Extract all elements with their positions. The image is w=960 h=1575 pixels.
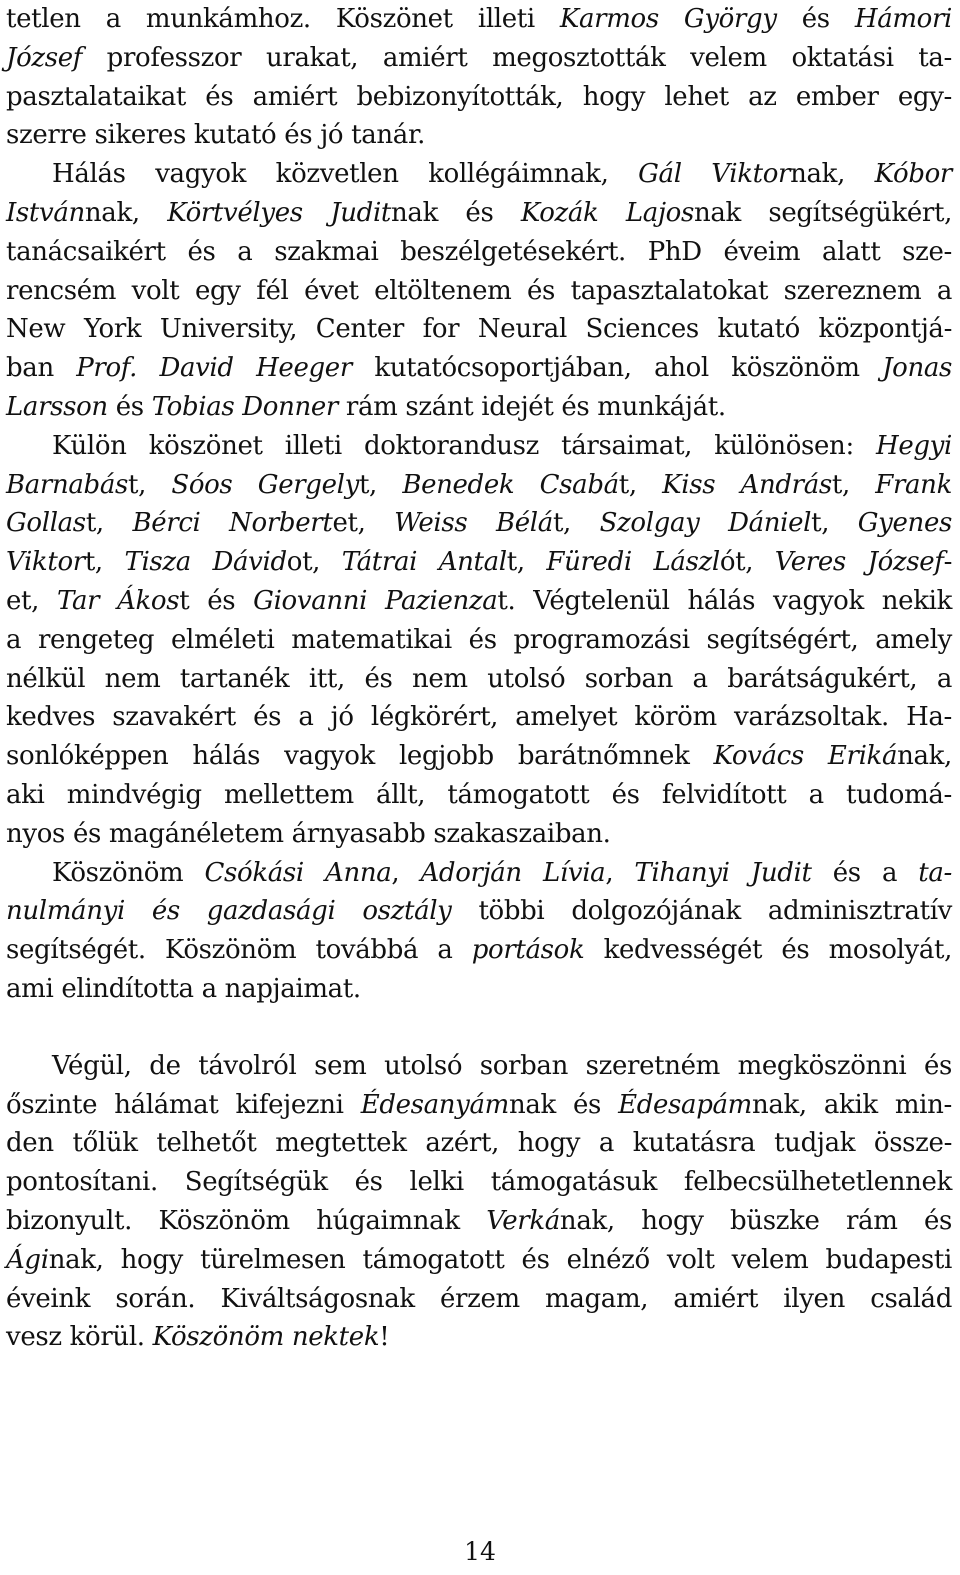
text-run: ami elindította a napjaimat. — [6, 973, 361, 1004]
italic-name: Füredi Lászl — [546, 547, 720, 578]
italic-name: Tátrai Antal — [341, 547, 507, 578]
text-run: segítségét. Köszönöm továbbá a — [6, 935, 472, 966]
text-line — [6, 0, 952, 39]
text-line — [6, 1241, 952, 1280]
italic-name: Gál Viktor — [638, 159, 791, 190]
italic-name: Sóos Gergely — [171, 469, 359, 500]
text-line — [6, 776, 952, 815]
text-run: Végül, de távolról sem utolsó sorban szeretném megköszönni és — [52, 1050, 952, 1081]
italic-name: Weiss Bélá — [394, 508, 553, 539]
italic-name: Csókási Anna — [204, 857, 392, 888]
text-run: rencsém volt egy fél évet eltöltenem és tapasztalatokat szereznem a — [6, 275, 952, 306]
text-line — [6, 698, 952, 737]
italic-name: Tobias Donner — [151, 391, 339, 422]
italic-name: nulmányi és gazdasági osztály — [6, 896, 452, 927]
text-run: sonlóképpen hálás vagyok legjobb barátnőmnek — [6, 741, 714, 772]
text-line — [6, 155, 952, 194]
italic-name: Adorján Lívia — [420, 857, 606, 888]
text-run: Köszönöm — [52, 857, 205, 888]
text-line — [6, 310, 952, 349]
text-run: den tőlük telhetőt megtettek azért, hogy a kutatásra tudjak össze- — [6, 1128, 952, 1159]
text-run: ot, — [286, 547, 342, 578]
italic-name: Benedek Csabá — [402, 469, 619, 500]
italic-name: István — [6, 197, 85, 228]
text-run: nak, — [84, 197, 168, 228]
text-line — [6, 892, 952, 931]
text-line — [6, 272, 952, 311]
text-run: és — [107, 391, 152, 422]
italic-name: Karmos György — [559, 4, 777, 34]
text-run: aki mindvégig mellettem állt, támogatott és felvidított a tudomá- — [6, 779, 952, 810]
text-line — [6, 543, 952, 582]
italic-name: ta- — [918, 857, 952, 888]
text-run: ban — [6, 353, 77, 384]
italic-name: Ági — [6, 1244, 49, 1275]
text-run: nyos és magánéletem árnyasabb szakaszaiban. — [6, 818, 611, 849]
text-run: nak, — [790, 159, 875, 190]
text-run: pontosítani. Segítségük és lelki támogatásuk felbecsülhetetlennek — [6, 1167, 952, 1198]
text-run: , — [391, 857, 421, 888]
text-run: rám szánt idejét és munkáját. — [338, 391, 726, 422]
text-run: t, — [85, 508, 133, 539]
text-line — [6, 931, 952, 970]
italic-name: Kiss András — [662, 469, 832, 500]
text-line — [6, 970, 952, 1009]
text-line — [6, 1280, 952, 1319]
text-line — [6, 78, 952, 117]
italic-name: Köszönöm nektek — [152, 1322, 380, 1353]
text-line — [6, 854, 952, 893]
italic-name: Hámori — [854, 4, 953, 34]
text-run: et, — [332, 508, 395, 539]
text-run: t. Végtelenül hálás vagyok nekik — [497, 585, 952, 616]
text-line — [6, 116, 952, 155]
italic-name: Gollas — [6, 508, 86, 539]
text-run: , — [605, 857, 635, 888]
text-line — [6, 504, 952, 543]
text-run: kedvességét és mosolyát, — [584, 935, 952, 966]
text-run: és a — [811, 857, 919, 888]
text-line — [6, 1124, 952, 1163]
page-number: 14 — [464, 1537, 496, 1566]
text-run: ! — [379, 1322, 390, 1353]
text-run: nak és — [508, 1089, 619, 1120]
text-run: tetlen a munkámhoz. Köszönet illeti — [6, 4, 560, 34]
text-line — [6, 466, 952, 505]
italic-name: Kozák Lajos — [520, 197, 694, 228]
text-line — [6, 233, 952, 272]
text-run: t, — [127, 469, 172, 500]
text-run: kutatócsoportjában, ahol köszönöm — [351, 353, 883, 384]
acknowledgements-text — [6, 0, 952, 1357]
text-run: Hálás vagyok közvetlen kollégáimnak, — [52, 159, 639, 190]
italic-name: Tihanyi Judit — [634, 857, 812, 888]
text-run: szerre sikeres kutató és jó tanár. — [6, 120, 426, 151]
text-run: nak segítségükért, — [693, 197, 952, 228]
text-line — [6, 1318, 952, 1357]
text-line — [6, 427, 952, 466]
text-line — [6, 194, 952, 233]
italic-name: Jonas — [882, 353, 952, 384]
text-run: nak, hogy büszke rám és — [559, 1205, 953, 1236]
text-run: nak, akik min- — [751, 1089, 952, 1120]
italic-name: Gyenes — [857, 508, 952, 539]
text-run: t, — [618, 469, 663, 500]
text-run: és — [776, 4, 855, 34]
text-line — [6, 621, 952, 660]
text-run: t, — [831, 469, 876, 500]
italic-name: portások — [471, 935, 585, 966]
text-line — [6, 1163, 952, 1202]
text-run: - — [943, 547, 952, 578]
italic-name: Tar Ákos — [56, 585, 180, 616]
text-run: t, — [358, 469, 403, 500]
text-line — [6, 582, 952, 621]
italic-name: József — [6, 42, 83, 73]
italic-name: Körtvélyes Judit — [167, 197, 392, 228]
paragraph-gap — [6, 1009, 952, 1047]
italic-name: Giovanni Pazienza — [253, 585, 498, 616]
text-run: ót, — [719, 547, 775, 578]
italic-name: Larsson — [6, 391, 108, 422]
text-run: nélkül nem tartanék itt, és nem utolsó sorban a barátságukért, a — [6, 663, 952, 694]
italic-name: Édesanyám — [360, 1089, 509, 1120]
italic-name: Tisza Dávid — [124, 547, 287, 578]
italic-name: Barnabás — [6, 469, 128, 500]
text-run: tanácsaikért és a szakmai beszélgetésekért. PhD éveim alatt sze- — [6, 236, 952, 267]
text-line — [6, 1202, 952, 1241]
italic-name: Prof. David Heeger — [76, 353, 352, 384]
italic-name: Kovács Eriká — [713, 741, 898, 772]
italic-name: Viktor — [6, 547, 85, 578]
italic-name: Verká — [486, 1205, 560, 1236]
text-run: nak, hogy türelmesen támogatott és elnéző volt velem budapesti — [48, 1244, 952, 1275]
text-run: t, — [84, 547, 125, 578]
text-line — [6, 388, 952, 427]
text-line — [6, 39, 952, 78]
text-line — [6, 737, 952, 776]
text-run: a rengeteg elméleti matematikai és programozási segítségért, amely — [6, 624, 952, 655]
italic-name: Kóbor — [874, 159, 952, 190]
italic-name: Frank — [875, 469, 952, 500]
text-line — [6, 1086, 952, 1125]
text-run: nak, — [897, 741, 952, 772]
italic-name: Veres József — [774, 547, 944, 578]
text-line — [6, 815, 952, 854]
text-run: t, — [811, 508, 858, 539]
text-run: őszinte hálámat kifejezni — [6, 1089, 361, 1120]
italic-name: Hegyi — [876, 430, 952, 461]
italic-name: Szolgay Dániel — [599, 508, 812, 539]
text-run: bizonyult. Köszönöm húgaimnak — [6, 1205, 487, 1236]
text-run: New York University, Center for Neural Sciences kutató központjá- — [6, 314, 952, 345]
text-run: professzor urakat, amiért megosztották velem oktatási ta- — [82, 42, 952, 73]
italic-name: Bérci Norbert — [132, 508, 333, 539]
text-run: vesz körül. — [6, 1322, 153, 1353]
text-run: éveink során. Kiváltságosnak érzem magam, amiért ilyen család — [6, 1283, 952, 1314]
text-run: többi dolgozójának adminisztratív — [451, 896, 952, 927]
text-run: Külön köszönet illeti doktorandusz társaimat, különösen: — [52, 430, 877, 461]
text-run: t és — [179, 585, 254, 616]
text-line — [6, 660, 952, 699]
text-run: pasztalataikat és amiért bebizonyították, hogy lehet az ember egy- — [6, 81, 952, 112]
text-run: nak és — [391, 197, 521, 228]
text-run: kedves szavakért és a jó légkörért, amelyet köröm varázsoltak. Ha- — [6, 702, 952, 733]
text-run: et, — [6, 585, 57, 616]
text-run: t, — [552, 508, 600, 539]
text-line — [6, 349, 952, 388]
text-run: t, — [506, 547, 547, 578]
italic-name: Édesapám — [618, 1089, 752, 1120]
text-line — [6, 1047, 952, 1086]
